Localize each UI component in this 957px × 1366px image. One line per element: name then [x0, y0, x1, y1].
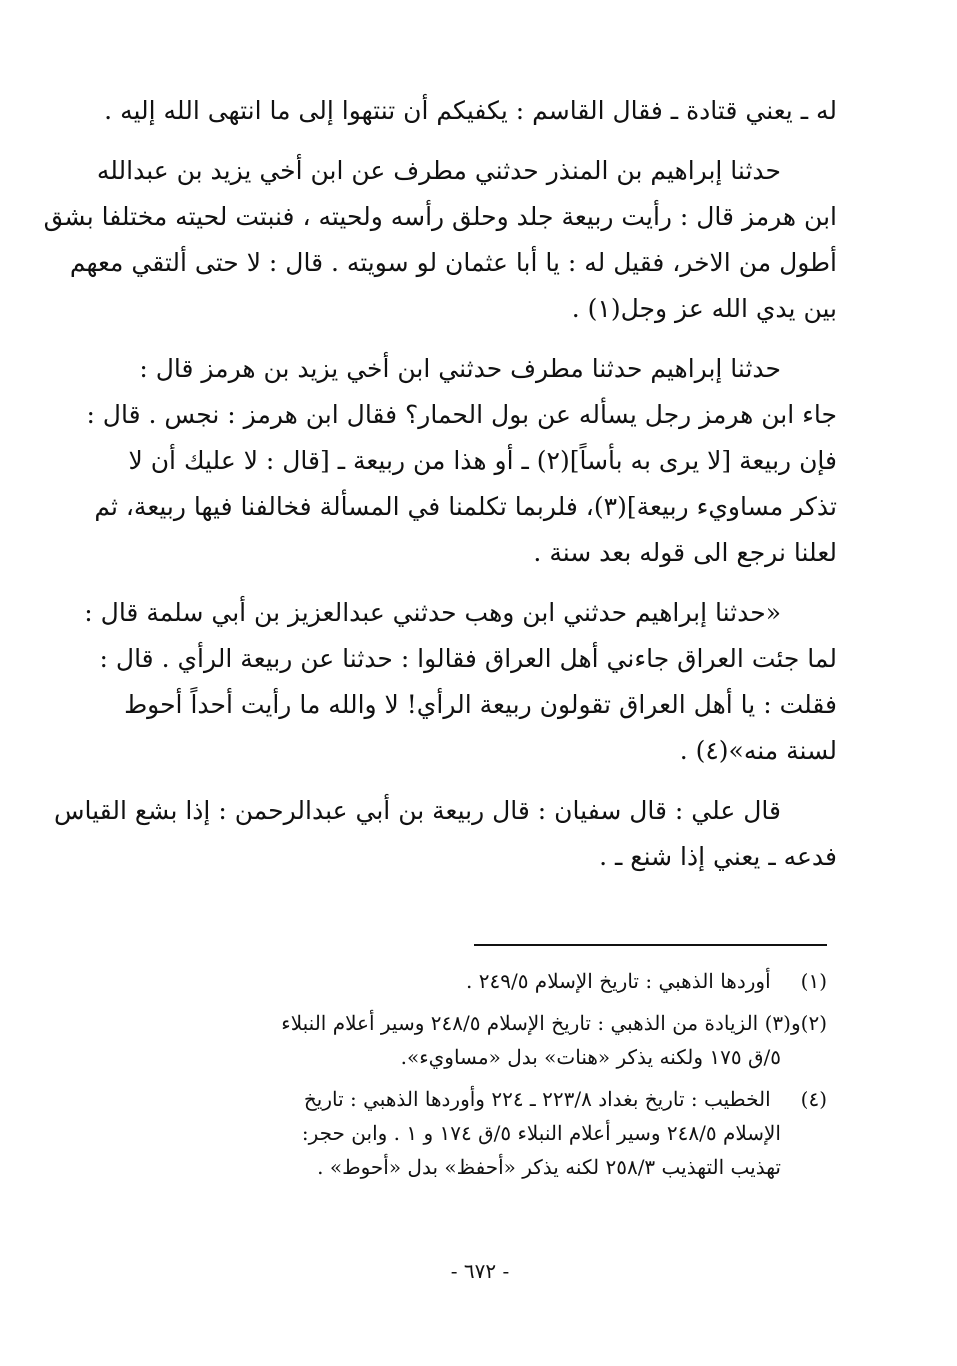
text-line: حدثنا إبراهيم حدثنا مطرف حدثني ابن أخي يزيد بن هرمز قال : — [139, 354, 781, 383]
footnote-line — [185, 1006, 827, 1040]
text-line: لسنة منه»(٤) . — [679, 736, 837, 765]
paragraph — [84, 590, 837, 774]
footnote-line — [185, 964, 827, 998]
text-line: فدعه ـ يعني إذا شنع ـ . — [599, 842, 837, 871]
main-text — [43, 88, 837, 894]
footnotes — [185, 964, 827, 1192]
text-line: أطول من الاخر، فقيل له : يا أبا عثمان لو سويته . قال : لا حتى ألتقي معهم — [69, 248, 837, 277]
footnote — [185, 964, 827, 998]
text-line: حدثنا إبراهيم بن المنذر حدثني مطرف عن ابن أخي يزيد بن عبدالله — [96, 156, 781, 185]
footnote-number: (٤) — [800, 1087, 827, 1111]
text-line: فإن ربيعة [لا يرى به بأساً](٢) ـ أو هذا من ربيعة ـ [قال : لا عليك أن لا — [128, 446, 837, 475]
paragraph — [43, 148, 837, 332]
page-number: - ٦٧٢ - — [450, 1259, 510, 1283]
text-line: له ـ يعني قتادة ـ فقال القاسم : يكفيكم أن تنتهوا إلى ما انتهى الله إليه . — [104, 96, 837, 125]
footnote — [185, 1082, 827, 1184]
text-line: فقلت : يا أهل العراق تقولون ربيعة الرأي! لا والله ما رأيت أحداً أحوط — [124, 690, 837, 719]
paragraph — [104, 88, 837, 134]
text-line: لما جئت العراق جاءني أهل العراق فقالوا : حدثنا عن ربيعة الرأي . قال : — [99, 644, 837, 673]
footnote-line — [185, 1082, 827, 1116]
footnote-number: (٢)و(٣) — [764, 1011, 827, 1035]
footnote-text: الخطيب : تاريخ بغداد ٢٢٣/٨ ـ ٢٢٤ وأوردها الذهبي : تاريخ — [303, 1087, 771, 1111]
text-line: جاء ابن هرمز رجل يسأله عن بول الحمار؟ فقال ابن هرمز : نجس . قال : — [86, 400, 837, 429]
text-line: تذكر مساويء ربيعة](٣)، فلربما تكلمنا في المسألة فخالفنا فيها ربيعة، ثم — [94, 492, 837, 521]
footnote-line: الإسلام ٢٤٨/٥ وسير أعلام النبلاء ٥/ق ١٧٤ و ١ . وابن حجر: — [301, 1121, 781, 1145]
footnote-line: ٥/ق ١٧٥ ولكنه يذكر «هنات» بدل «مساويء». — [400, 1045, 781, 1069]
text-line: بين يدي الله عز وجل(١) . — [571, 294, 837, 323]
text-line: قال علي : قال سفيان : قال ربيعة بن أبي عبدالرحمن : إذا بشع القياس — [54, 796, 781, 825]
footnote-text: أوردها الذهبي : تاريخ الإسلام ٢٤٩/٥ . — [466, 969, 771, 993]
footnote — [185, 1006, 827, 1074]
paragraph — [86, 346, 837, 576]
footnote-line: تهذيب التهذيب ٢٥٨/٣ لكنه يذكر «أحفظ» بدل «أحوط» . — [317, 1155, 781, 1179]
text-line: لعلنا نرجع الى قوله بعد سنة . — [533, 538, 837, 567]
footnote-text: الزيادة من الذهبي : تاريخ الإسلام ٢٤٨/٥ وسير أعلام النبلاء — [281, 1011, 759, 1035]
paragraph — [54, 788, 837, 880]
footnote-divider — [474, 944, 827, 946]
footnote-number: (١) — [800, 969, 827, 993]
text-line: ابن هرمز قال : رأيت ربيعة جلد وحلق رأسه ولحيته ، فنبتت لحيته مختلفا بشق — [43, 202, 837, 231]
text-line: «حدثنا إبراهيم حدثني ابن وهب حدثني عبدالعزيز بن أبي سلمة قال : — [84, 598, 781, 627]
